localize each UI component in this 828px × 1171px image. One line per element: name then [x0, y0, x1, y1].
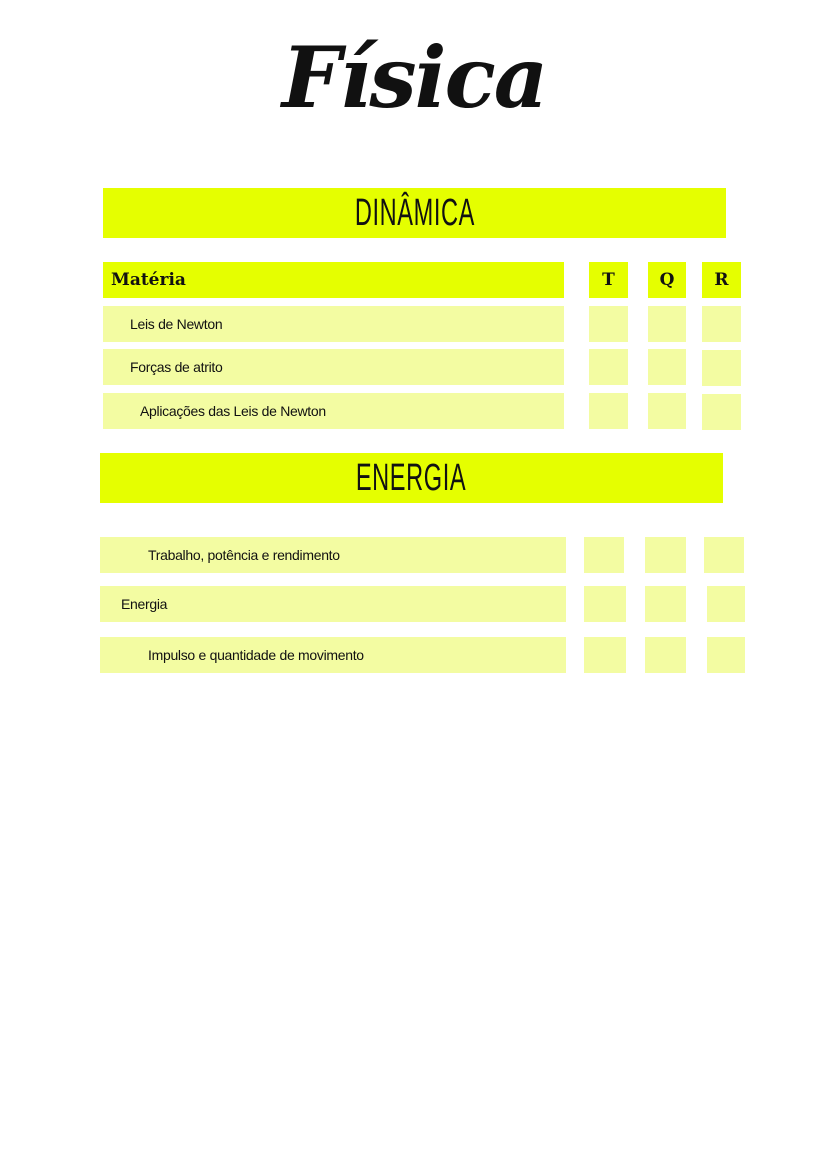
checkbox-t[interactable] — [584, 586, 626, 622]
checkbox-r[interactable] — [707, 586, 745, 622]
column-header-t: T — [589, 262, 628, 298]
checkbox-q[interactable] — [648, 306, 686, 342]
section-heading-text: DINÂMICA — [354, 191, 475, 234]
section-heading-text: ENERGIA — [356, 456, 467, 499]
column-header-subject: Matéria — [103, 262, 564, 298]
table-row-label: Forças de atrito — [103, 349, 564, 385]
checkbox-t[interactable] — [589, 393, 628, 429]
checkbox-q[interactable] — [648, 349, 686, 385]
checkbox-q[interactable] — [645, 586, 686, 622]
table-row-label: Energia — [100, 586, 566, 622]
page-title: Física — [281, 28, 547, 127]
table-row-label: Impulso e quantidade de movimento — [100, 637, 566, 673]
checkbox-t[interactable] — [584, 637, 626, 673]
column-header-q: Q — [648, 262, 686, 298]
table-row-label: Aplicações das Leis de Newton — [103, 393, 564, 429]
table-row-label: Leis de Newton — [103, 306, 564, 342]
checkbox-t[interactable] — [589, 349, 628, 385]
checkbox-q[interactable] — [648, 393, 686, 429]
section-heading-energia — [100, 453, 723, 503]
table-row-label: Trabalho, potência e rendimento — [100, 537, 566, 573]
section-heading-dinamica — [103, 188, 726, 238]
checkbox-r[interactable] — [707, 637, 745, 673]
checkbox-t[interactable] — [584, 537, 624, 573]
checkbox-t[interactable] — [589, 306, 628, 342]
checkbox-r[interactable] — [702, 394, 741, 430]
checkbox-r[interactable] — [702, 306, 741, 342]
checkbox-r[interactable] — [702, 350, 741, 386]
checkbox-q[interactable] — [645, 637, 686, 673]
checkbox-q[interactable] — [645, 537, 686, 573]
column-header-r: R — [702, 262, 741, 298]
checkbox-r[interactable] — [704, 537, 744, 573]
